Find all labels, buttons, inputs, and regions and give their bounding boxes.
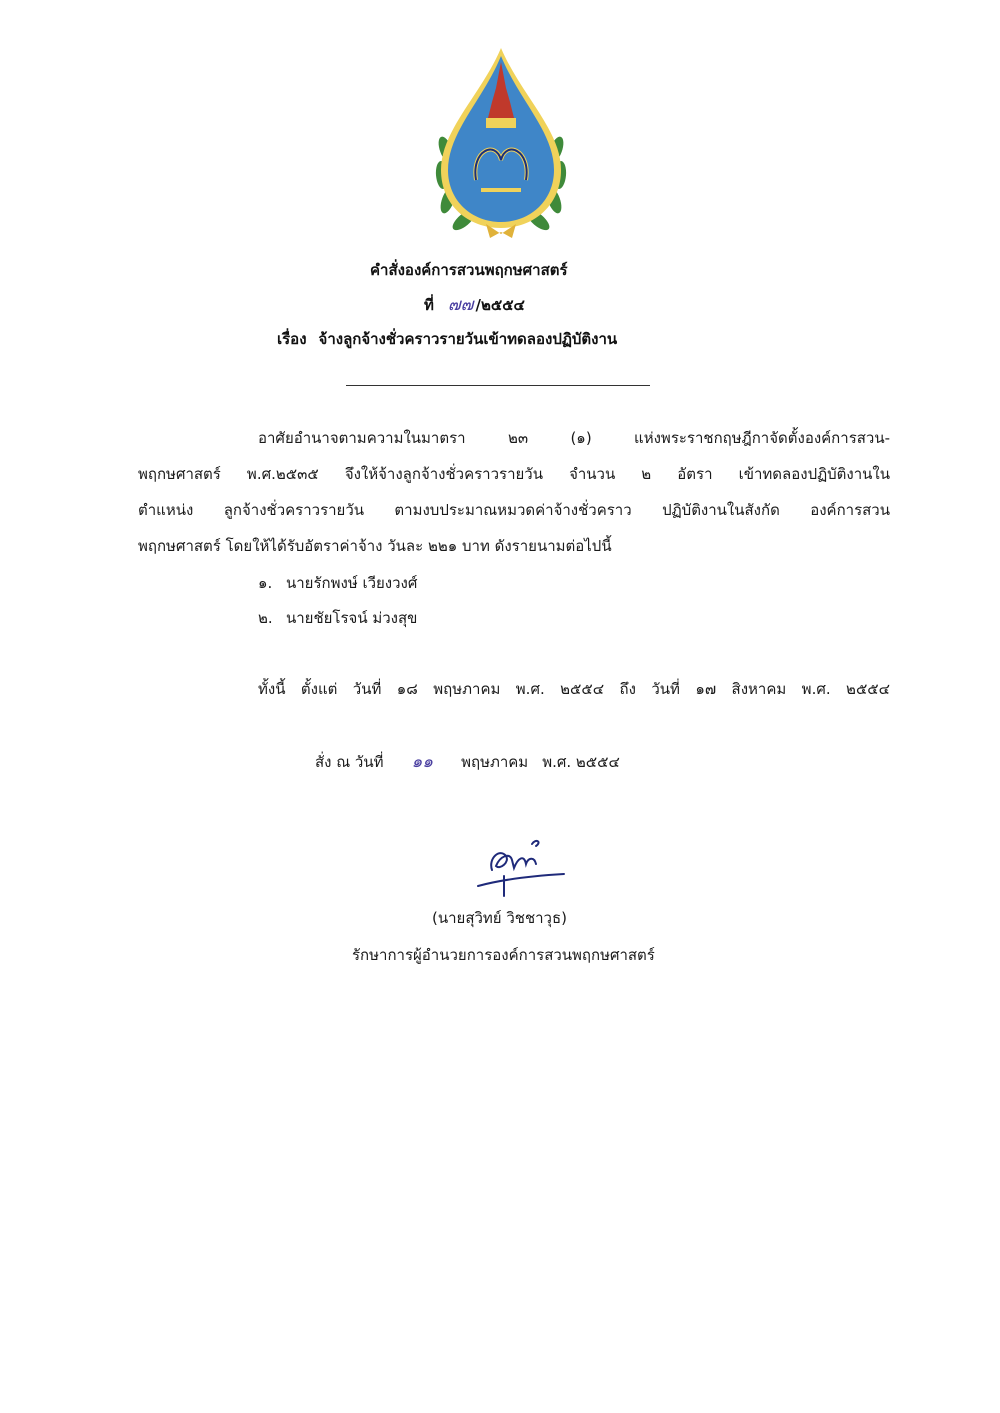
body-line-3: ตำแหน่ง ลูกจ้างชั่วคราวรายวัน ตามงบประมาณหมวดค่าจ้างชั่วคราว ปฏิบัติงานในสังกัด องค์การสวน (138, 501, 890, 519)
employment-period: ทั้งนี้ ตั้งแต่ วันที่ ๑๘ พฤษภาคม พ.ศ. ๒๕๕๔ ถึง วันที่ ๑๗ สิงหาคม พ.ศ. ๒๕๕๔ (258, 680, 890, 698)
order-month: พฤษภาคม (461, 753, 529, 771)
body-line-1: อาศัยอำนาจตามความในมาตรา ๒๓ (๑) แห่งพระราชกฤษฎีกาจัดตั้งองค์การสวน- (258, 429, 890, 447)
body-line-2: พฤกษศาสตร์ พ.ศ.๒๕๓๕ จึงให้จ้างลูกจ้างชั่วคราวรายวัน จำนวน ๒ อัตรา เข้าทดลองปฏิบัติงานใน (138, 465, 890, 483)
order-year: พ.ศ. ๒๕๕๔ (542, 753, 620, 771)
employee-number: ๒. (258, 609, 273, 627)
header-divider (346, 385, 650, 386)
employee-list-item (258, 573, 417, 593)
order-day-handwritten: ๑๑ (411, 752, 434, 772)
order-number-handwritten: ๗๗ (447, 295, 474, 315)
employee-number: ๑. (258, 574, 273, 592)
order-number-label: ที่ (424, 296, 434, 314)
order-number (424, 291, 525, 318)
signer-position: รักษาการผู้อำนวยการองค์การสวนพฤกษศาสตร์ (352, 946, 655, 964)
subject-label: เรื่อง (277, 330, 307, 348)
employee-name: นายรักพงษ์ เวียงวงศ์ (286, 574, 418, 592)
signer-name: (นายสุวิทย์ วิชชาวุธ) (432, 909, 567, 927)
body-line-4: พฤกษศาสตร์ โดยให้ได้รับอัตราค่าจ้าง วันละ ๒๒๑ บาท ดังรายนามต่อไปนี้ (138, 537, 612, 555)
subject-text: จ้างลูกจ้างชั่วคราวรายวันเข้าทดลองปฏิบัติงาน (318, 330, 618, 348)
employee-name: นายชัยโรจน์ ม่วงสุข (286, 609, 418, 627)
order-title: คำสั่งองค์การสวนพฤกษศาสตร์ (370, 261, 568, 279)
order-subject (277, 327, 617, 351)
order-date-prefix: สั่ง ณ วันที่ (315, 753, 384, 771)
employee-list-item (258, 608, 417, 628)
signature (470, 830, 570, 902)
organization-logo (426, 40, 576, 240)
order-date (315, 748, 620, 775)
order-number-suffix: /๒๕๕๔ (475, 296, 525, 314)
